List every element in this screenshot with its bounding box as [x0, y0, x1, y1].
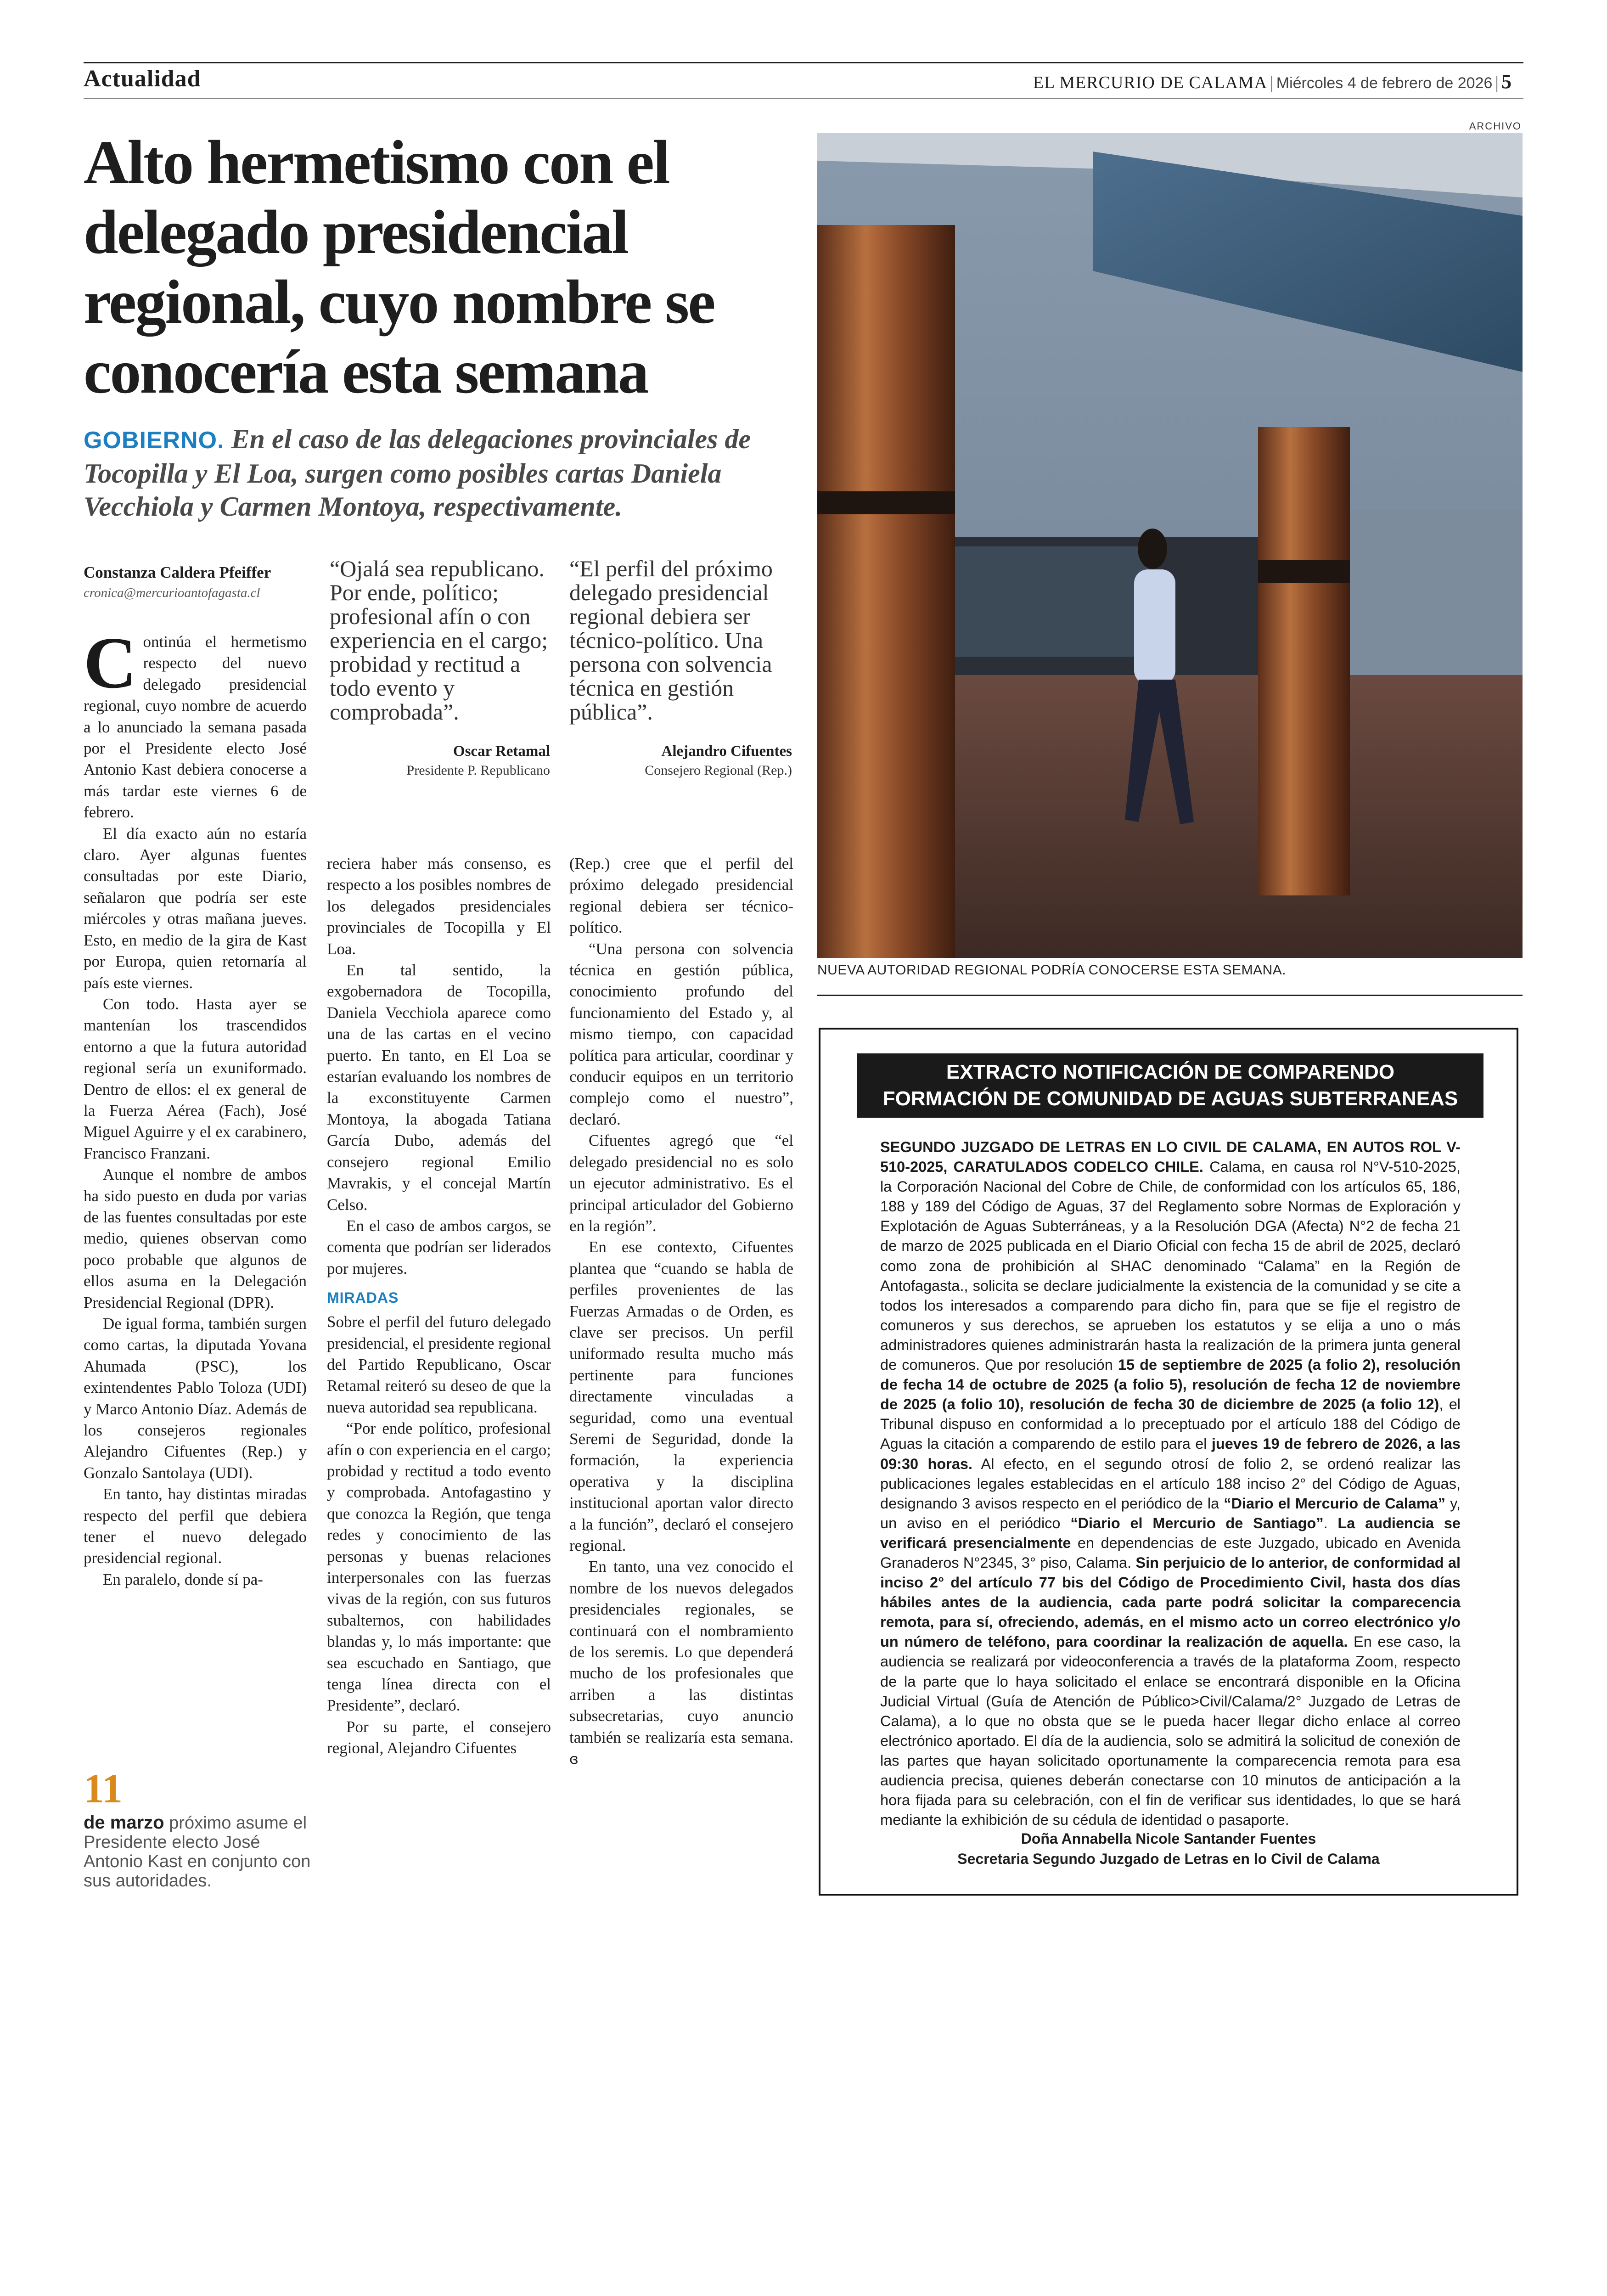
body-column-2 — [327, 853, 551, 1759]
paragraph: En paralelo, donde sí pa- — [103, 1570, 263, 1588]
paragraph: Con todo. Hasta ayer se mantenían los trascendidos entorno a que la futura autoridad regional sería un exuniformado. Dentro de ellos: el ex general de la Fuerza Aérea (Fach), José Miguel Aguirre y el ex carabinero, Francisco Franzani. — [84, 995, 307, 1162]
paragraph: Cifuentes agregó que “el delegado presidencial no es solo un ejecutor administrativo. Es el principal articulador del Gobierno en la región”. — [569, 1131, 793, 1235]
paragraph: En el caso de ambos cargos, se comenta que podrían ser liderados por mujeres. — [327, 1216, 551, 1277]
paragraph: Sobre el perfil del futuro delegado presidencial, el presidente regional del Partido Republicano, Oscar Retamal reiteró su deseo de que la nueva autoridad sea republicana. — [327, 1313, 551, 1416]
publication-info: EL MERCURIO DE CALAMA | Miércoles 4 de febrero de 2026 | 5 — [1033, 70, 1511, 93]
quote-role: Consejero Regional (Rep.) — [645, 763, 792, 778]
notice-signature — [820, 1829, 1517, 1869]
quote-text: “El perfil del próximo delegado presidencial regional debiera ser técnico-político. Una persona con solvencia técnica en gestión pública”. — [569, 556, 773, 725]
paragraph: En tal sentido, la exgobernadora de Tocopilla, Daniela Vecchiola aparece como una de las cartas en el vecino puerto. En tanto, en El Loa se estarían evaluando los nombres de la exconstituyente Carmen Montoya, la abogada Tatiana García Dubo, además del consejero regional Emilio Mavrakis, y el concejal Martín Celso. — [327, 961, 551, 1214]
article-photo — [817, 133, 1523, 958]
paragraph: ontinúa el hermetismo respecto del nuevo delegado presidencial regional, cuyo nombre de acuerdo a lo anunciado la semana pasada por el Presidente electo José Antonio Kast debiera conocerse a más tardar este viernes 6 de febrero. — [84, 633, 307, 822]
page-number: 5 — [1501, 70, 1511, 93]
paragraph: En ese contexto, Cifuentes plantea que “cuando se habla de perfiles provenientes de las Fuerzas Armadas o de Orden, es clave ser precisos. Un perfil uniformado resulta mucho más pertinente para funciones directamente vinculadas a seguridad, como una eventual Seremi de Seguridad, donde la formación, la experiencia operativa y la disciplina institucional aportan valor directo a la función”, declaró el consejero regional. — [569, 1238, 793, 1554]
paragraph: “Una persona con solvencia técnica en gestión pública, conocimiento profundo del funcionamiento del Estado y, al mismo tiempo, con capacidad política para articular, coordinar y conducir equipos en un territorio complejo como el nuestro”, declaró. — [569, 940, 793, 1128]
paragraph: reciera haber más consenso, es respecto a los posibles nombres de los delegados presidenciales provinciales de Tocopilla y El Loa. — [327, 855, 551, 958]
quote-role: Presidente P. Republicano — [406, 763, 550, 778]
issue-date: Miércoles 4 de febrero de 2026 — [1276, 74, 1493, 92]
header-top-rule — [84, 62, 1523, 63]
stat-number: 11 — [84, 1766, 123, 1812]
pull-quote-retamal — [330, 557, 550, 780]
notice-title: EXTRACTO NOTIFICACIÓN DE COMPARENDO — [946, 1061, 1395, 1083]
quote-author: Oscar Retamal — [453, 743, 550, 760]
author-email: cronica@mercurioantofagasta.cl — [84, 585, 260, 600]
stat-unit: de marzo — [84, 1812, 164, 1833]
lead-paragraph — [84, 422, 791, 523]
header-bottom-rule — [84, 98, 1523, 99]
quote-text: “Ojalá sea republicano. Por ende, político; profesional afín o con experiencia en el cargo; probidad y rectitud a todo evento y comprobada”. — [330, 556, 548, 725]
paragraph: (Rep.) cree que el perfil del próximo delegado presidencial regional debiera ser técnico-político. — [569, 855, 793, 937]
caption-divider — [817, 995, 1523, 996]
quote-author: Alejandro Cifuentes — [661, 743, 792, 760]
newspaper-name: EL MERCURIO DE CALAMA — [1033, 73, 1268, 92]
photo-caption: NUEVA AUTORIDAD REGIONAL PODRÍA CONOCERSE ESTA SEMANA. — [817, 962, 1287, 978]
stat-box — [84, 1768, 313, 1891]
legal-notice — [819, 1028, 1518, 1896]
drop-cap: C — [84, 622, 137, 703]
lead-text: En el caso de las delegaciones provinciales de Tocopilla y El Loa, surgen como posibles cartas Daniela Vecchiola y Carmen Montoya, respectivamente. — [84, 424, 751, 522]
body-column-3 — [569, 853, 793, 1770]
paragraph: El día exacto aún no estaría claro. Ayer algunas fuentes consultadas por este Diario, señalaron que podría ser este miércoles y otras mañana jueves. Esto, en medio de la gira de Kast por Europa, quien retornaría al país este viernes. — [84, 824, 307, 992]
author-name: Constanza Caldera Pfeiffer — [84, 563, 271, 581]
paragraph: Por su parte, el consejero regional, Alejandro Cifuentes — [327, 1717, 551, 1757]
signatory-name: Doña Annabella Nicole Santander Fuentes — [1021, 1830, 1316, 1847]
notice-banner — [857, 1053, 1483, 1118]
paragraph: En tanto, una vez conocido el nombre de los nuevos delegados presidenciales regionales, se continuará con el nombramiento de los seremis. Lo que dependerá mucho de los profesionales que arriben a las distintas subsecretarias, cuyo anuncio también se realizaría esta semana. — [569, 1558, 793, 1746]
photo-credit: ARCHIVO — [1469, 120, 1522, 132]
subhead-miradas: MIRADAS — [327, 1289, 399, 1306]
paragraph: En tanto, hay distintas miradas respecto del perfil que debiera tener el nuevo delegado presidencial regional. — [84, 1485, 307, 1567]
byline — [84, 563, 322, 603]
headline: Alto hermetismo con el delegado presidencial regional, cuyo nombre se conocería esta semana — [84, 128, 714, 406]
notice-subtitle: FORMACIÓN DE COMUNIDAD DE AGUAS SUBTERRANEAS — [882, 1087, 1458, 1110]
stat-description — [84, 1813, 313, 1891]
paragraph: Aunque el nombre de ambos ha sido puesto en duda por varias de las fuentes consultadas por este medio, quienes observan como poco probable que algunos de ellos asuma en la Delegación Presidencial Regional (DPR). — [84, 1165, 307, 1311]
paragraph: De igual forma, también surgen como cartas, la diputada Yovana Ahumada (PSC), los exintendentes Pablo Toloza (UDI) y Marco Antonio Díaz. Además de los consejeros regionales Alejandro Cifuentes (Rep.) y Gonzalo Santolaya (UDI). — [84, 1315, 307, 1482]
end-mark: ɞ — [569, 1751, 579, 1768]
notice-body: SEGUNDO JUZGADO DE LETRAS EN LO CIVIL DE CALAMA, EN AUTOS ROL V-510-2025, CARATULADOS CODELCO CHILE. Calama, en causa rol N°V-510-2025, la Corporación Nacional del Cobre de Chile, de conformidad con los artículos 65, 186, 188 y 189 del Código de Aguas, 37 del Reglamento sobre Normas de Exploración y Explotación de Aguas Subterráneas, y a la Resolución DGA (Afecta) N°2 de fecha 21 de marzo de 2025 publicada en el Diario Oficial con fecha 15 de abril de 2025, declaró como zona de prohibición al SHAC denominado “Calama” en la Región de Antofagasta., solicita se declare judicialmente la existencia de la comunidad y se cite a todos los interesados a comparendo para dicho fin, para que se fije el registro de comuneros y sus derechos, se aprueben los estatutos y se elija a uno o más administradores quienes administrarán hasta la realización de la primera junta general de comuneros. Que por resolución 15 de septiembre de 2025 (a folio 2), resolución de fecha 14 de octubre de 2025 (a folio 5), resolución de fecha 12 de noviembre de 2025 (a folio 10), resolución de fecha 30 de diciembre de 2025 (a folio 12), el Tribunal dispuso en conformidad a lo preceptuado por el artículo 188 del Código de Aguas la citación a comparendo de estilo para el jueves 19 de febrero de 2026, a las 09:30 horas. Al efecto, en el segundo otrosí de folio 2, se ordenó realizar las publicaciones legales establecidas en el artículo 188 inciso 2° del Código de Aguas, designando 3 avisos respecto en el periódico de la “Diario el Mercurio de Calama” y, un aviso en el periódico “Diario el Mercurio de Santiago”. La audiencia se verificará presencialmente en dependencias de este Juzgado, ubicado en Avenida Granaderos N°2345, 3° piso, Calama. Sin perjuicio de lo anterior, de conformidad al inciso 2° del artículo 77 bis del Código de Procedimiento Civil, hasta dos días hábiles antes de la audiencia, cada parte podrá solicitar la comparecencia remota, para sí, ofreciendo, además, en el mismo acto un correo electrónico y/o un número de teléfono, para coordinar la realización de aquella. En ese caso, la audiencia se realizará por videoconferencia a través de la plataforma Zoom, respecto de la parte que lo haya solicitado el enlace se encontrará disponible en la Oficina Judicial Virtual (Guía de Atención de Público>Civil/Calama/2° Juzgado de Letras de Calama), a lo que no obsta que se le pueda hacer llegar dicho enlace al correo electrónico aportado. El día de la audiencia, solo se admitirá la solicitud de conexión de las partes que hayan solicitado oportunamente la comparecencia remota para esa audiencia precisa, quienes deberán conectarse con 10 minutos de anticipación a la hora fijada para su celebración, con el fin de verificar sus identidades, lo que se hará mediante la exhibición de su cédula de identidad o pasaporte. — [880, 1139, 1461, 1829]
section-label: Actualidad — [84, 66, 201, 92]
kicker: GOBIERNO. — [84, 427, 225, 454]
body-column-1 — [84, 622, 307, 1590]
stat-text: próximo asume el Presidente electo José Antonio Kast en conjunto con sus autoridades. — [84, 1813, 311, 1891]
paragraph: “Por ende político, profesional afín o con experiencia en el cargo; probidad y rectitud a todo evento y comprobada. Antofagastino y que conozca la Región, que tenga redes y conocimiento de las personas y buenas relaciones interpersonales con las fuerzas vivas de la región, con sus futuros subalternos, con habilidades blandas y, lo más importante: que sea escuchado en Santiago, que tenga línea directa con el Presidente”, declaró. — [327, 1419, 551, 1715]
signatory-role: Secretaria Segundo Juzgado de Letras en lo Civil de Calama — [957, 1851, 1380, 1867]
pull-quote-cifuentes — [569, 557, 792, 780]
building-scene-illustration — [817, 133, 1523, 958]
